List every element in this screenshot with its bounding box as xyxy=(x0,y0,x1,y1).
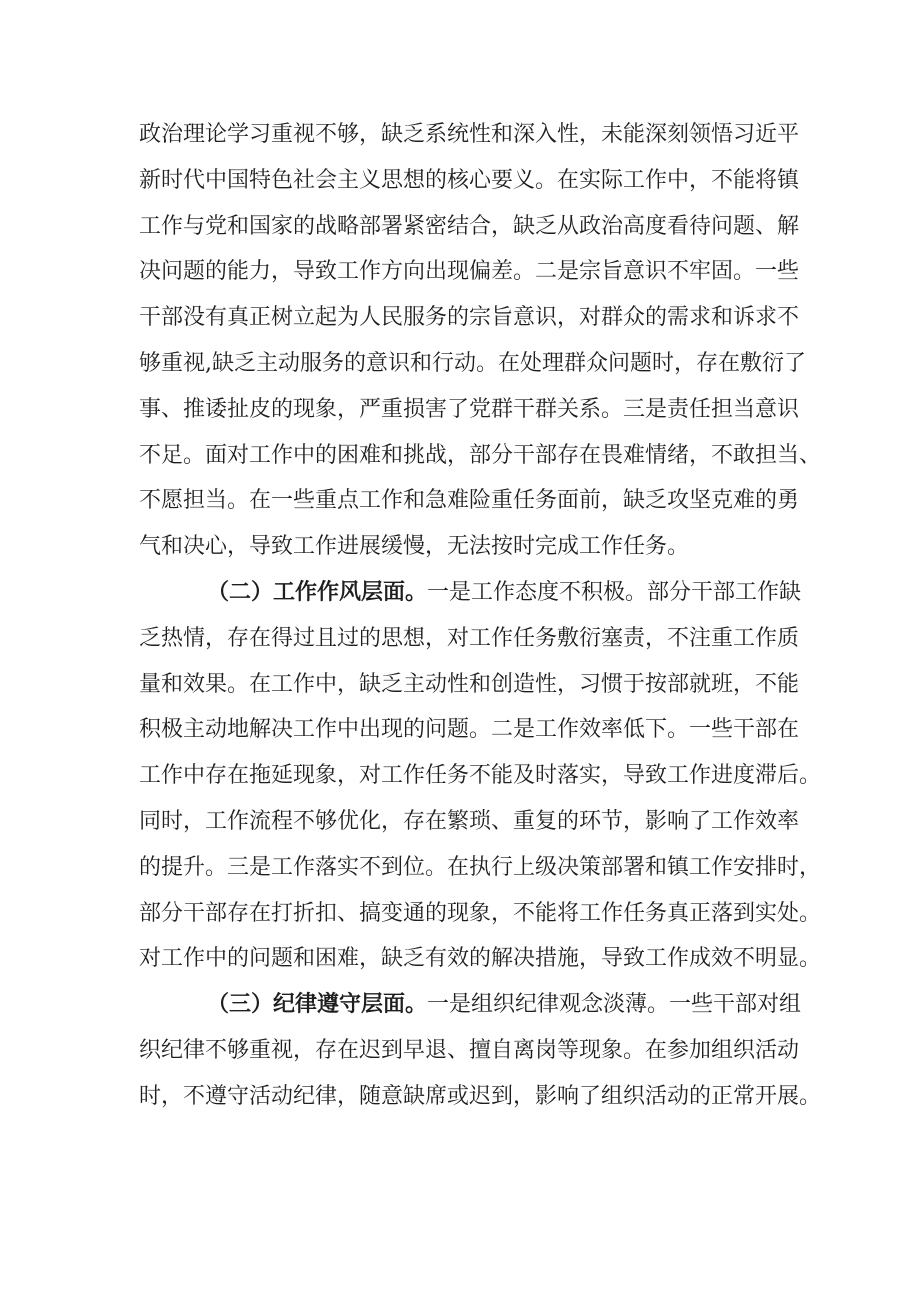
text-line: 工作中存在拖延现象，对工作任务不能及时落实，导致工作进度滞后。 xyxy=(139,763,822,789)
text-line: 决问题的能力，导致工作方向出现偏差。二是宗旨意识不牢固。一些 xyxy=(139,259,800,285)
text-line: 干部没有真正树立起为人民服务的宗旨意识，对群众的需求和诉求不 xyxy=(139,305,800,331)
text-line: 政治理论学习重视不够，缺乏系统性和深入性，未能深刻领悟习近平 xyxy=(139,122,800,147)
text-line: 积极主动地解决工作中出现的问题。二是工作效率低下。一些干部在 xyxy=(139,717,800,743)
text-line: 不足。面对工作中的困难和挑战，部分干部存在畏难情绪，不敢担当、 xyxy=(139,442,822,468)
text-line: 的提升。三是工作落实不到位。在执行上级决策部署和镇工作安排时， xyxy=(139,854,822,880)
text-line: 够重视,缺乏主动服务的意识和行动。在处理群众问题时，存在敷衍了 xyxy=(139,350,806,376)
text-line: 乏热情，存在得过且过的思想，对工作任务敷衍塞责，不注重工作质 xyxy=(139,625,800,651)
text-line xyxy=(139,982,802,1028)
paragraph-political xyxy=(139,112,822,570)
paragraph-work-style xyxy=(139,570,822,982)
section-heading: （二）工作作风层面。 xyxy=(207,578,428,605)
text-line: 工作与党和国家的战略部署紧密结合，缺乏从政治高度看待问题、解 xyxy=(139,213,800,239)
text-line: 时，不遵守活动纪律，随意缺席或迟到，影响了组织活动的正常开展。 xyxy=(139,1083,822,1109)
text-line: 气和决心，导致工作进展缓慢，无法按时完成工作任务。 xyxy=(139,534,690,560)
paragraph-discipline xyxy=(139,982,822,1119)
text-line: 量和效果。在工作中，缺乏主动性和创造性，习惯于按部就班，不能 xyxy=(139,671,800,697)
document-body xyxy=(139,112,822,1120)
text-line: 同时，工作流程不够优化，存在繁琐、重复的环节，影响了工作效率 xyxy=(139,808,800,834)
text-line: 织纪律不够重视，存在迟到早退、擅自离岗等现象。在参加组织活动 xyxy=(139,1037,800,1063)
heading-followup-text: 一是组织纪律观念淡薄。一些干部对组 xyxy=(427,992,802,1018)
text-line: 对工作中的问题和困难，缺乏有效的解决措施，导致工作成效不明显。 xyxy=(139,946,822,972)
text-line: 新时代中国特色社会主义思想的核心要义。在实际工作中，不能将镇 xyxy=(139,167,800,193)
section-heading: （三）纪律遵守层面。 xyxy=(207,991,428,1018)
text-line: 事、推诿扯皮的现象，严重损害了党群干群关系。三是责任担当意识 xyxy=(139,396,800,422)
heading-followup-text: 一是工作态度不积极。部分干部工作缺 xyxy=(427,579,802,605)
text-line: 部分干部存在打折扣、搞变通的现象，不能将工作任务真正落到实处。 xyxy=(139,900,822,926)
text-line: 不愿担当。在一些重点工作和急难险重任务面前，缺乏攻坚克难的勇 xyxy=(139,488,800,514)
text-line xyxy=(139,570,802,616)
